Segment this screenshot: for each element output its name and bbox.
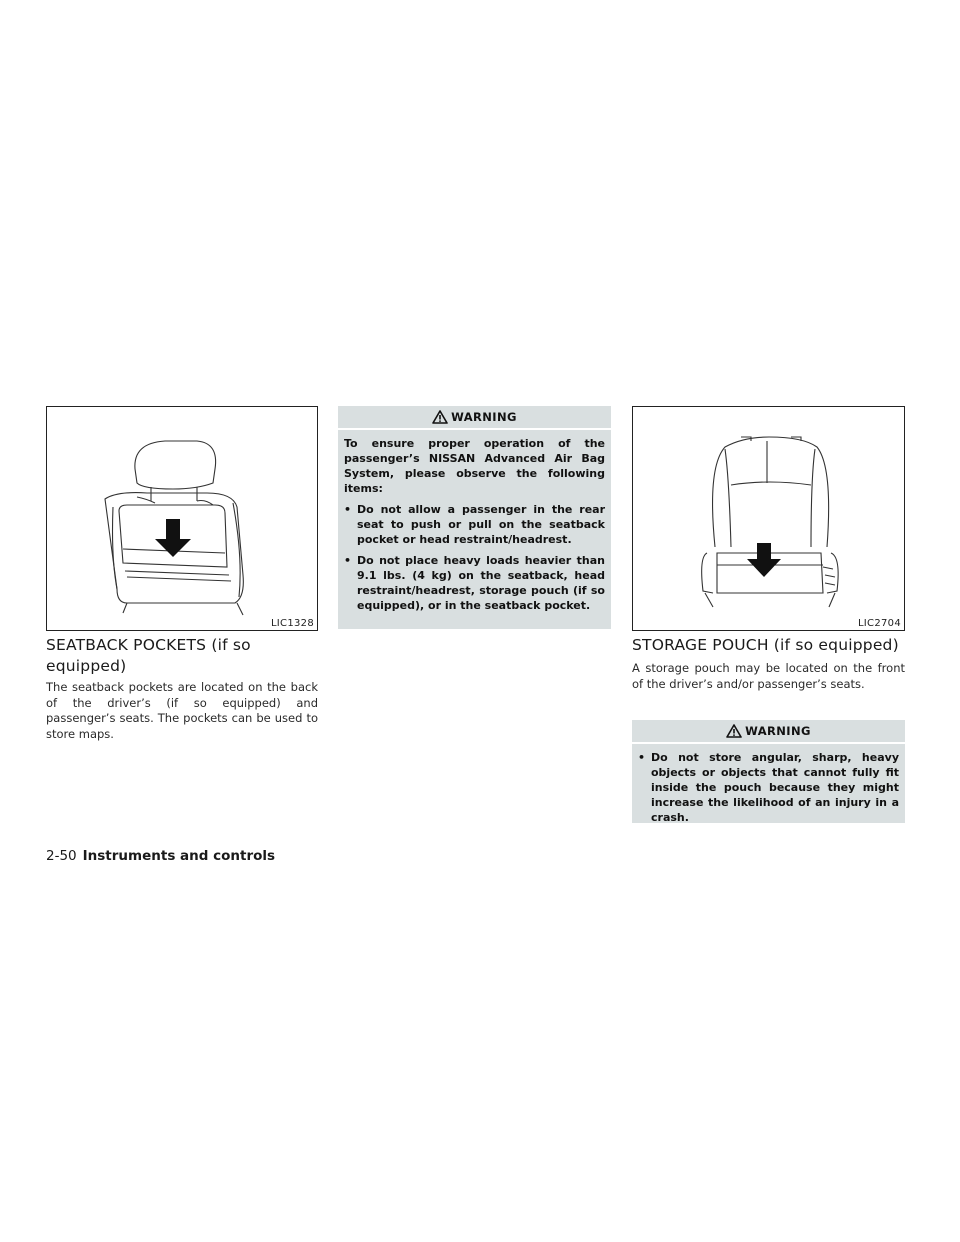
- warning-list: [638, 750, 899, 825]
- seatback-pocket-figure: [46, 406, 318, 631]
- storage-pouch-figure: [632, 406, 905, 631]
- warning-item: • Do not place heavy loads heavier than 9.1 lbs. (4 kg) on the seatback, head restraint/headrest, storage pouch (if so equipped), or in the seatback pocket.: [344, 553, 605, 612]
- storage-pouch-illustration: [633, 407, 906, 632]
- warning-title-label: WARNING: [451, 410, 517, 424]
- warning-item: • Do not store angular, sharp, heavy objects or objects that cannot fully fit inside the pouch because they might increase the likelihood of an injury in a crash.: [638, 750, 899, 824]
- storage-pouch-warning-box: [632, 720, 905, 823]
- storage-pouch-body: A storage pouch may be located on the front of the driver’s and/or passenger’s seats.: [632, 661, 905, 691]
- storage-pouch-heading: STORAGE POUCH (if so equipped): [632, 636, 899, 654]
- warning-list: [344, 502, 605, 613]
- warning-intro: To ensure proper operation of the passenger’s NISSAN Advanced Air Bag System, please observe the following items:: [344, 436, 605, 495]
- airbag-warning-box: [338, 406, 611, 629]
- seatback-pockets-body: The seatback pockets are located on the back of the driver’s (if so equipped) and passenger’s seats. The pockets can be used to store maps.: [46, 680, 318, 741]
- warning-divider: [338, 428, 611, 430]
- seatback-pocket-illustration: [47, 407, 319, 632]
- section-title: Instruments and controls: [82, 848, 276, 864]
- warning-title: [344, 406, 605, 428]
- page-number: 2-50: [46, 848, 77, 864]
- figure-id-lic1328: LIC1328: [270, 618, 314, 629]
- page-footer: [46, 848, 275, 864]
- warning-item: • Do not allow a passenger in the rear seat to push or pull on the seatback pocket or head restraint/headrest.: [344, 502, 605, 546]
- warning-title-label: WARNING: [745, 724, 811, 738]
- seatback-pockets-heading: SEATBACK POCKETS (if so equipped): [46, 636, 251, 675]
- warning-title: [638, 720, 899, 742]
- figure-id-lic2704: LIC2704: [857, 618, 901, 629]
- warning-divider: [632, 742, 905, 744]
- warning-triangle-icon: [726, 724, 742, 738]
- warning-triangle-icon: [432, 410, 448, 424]
